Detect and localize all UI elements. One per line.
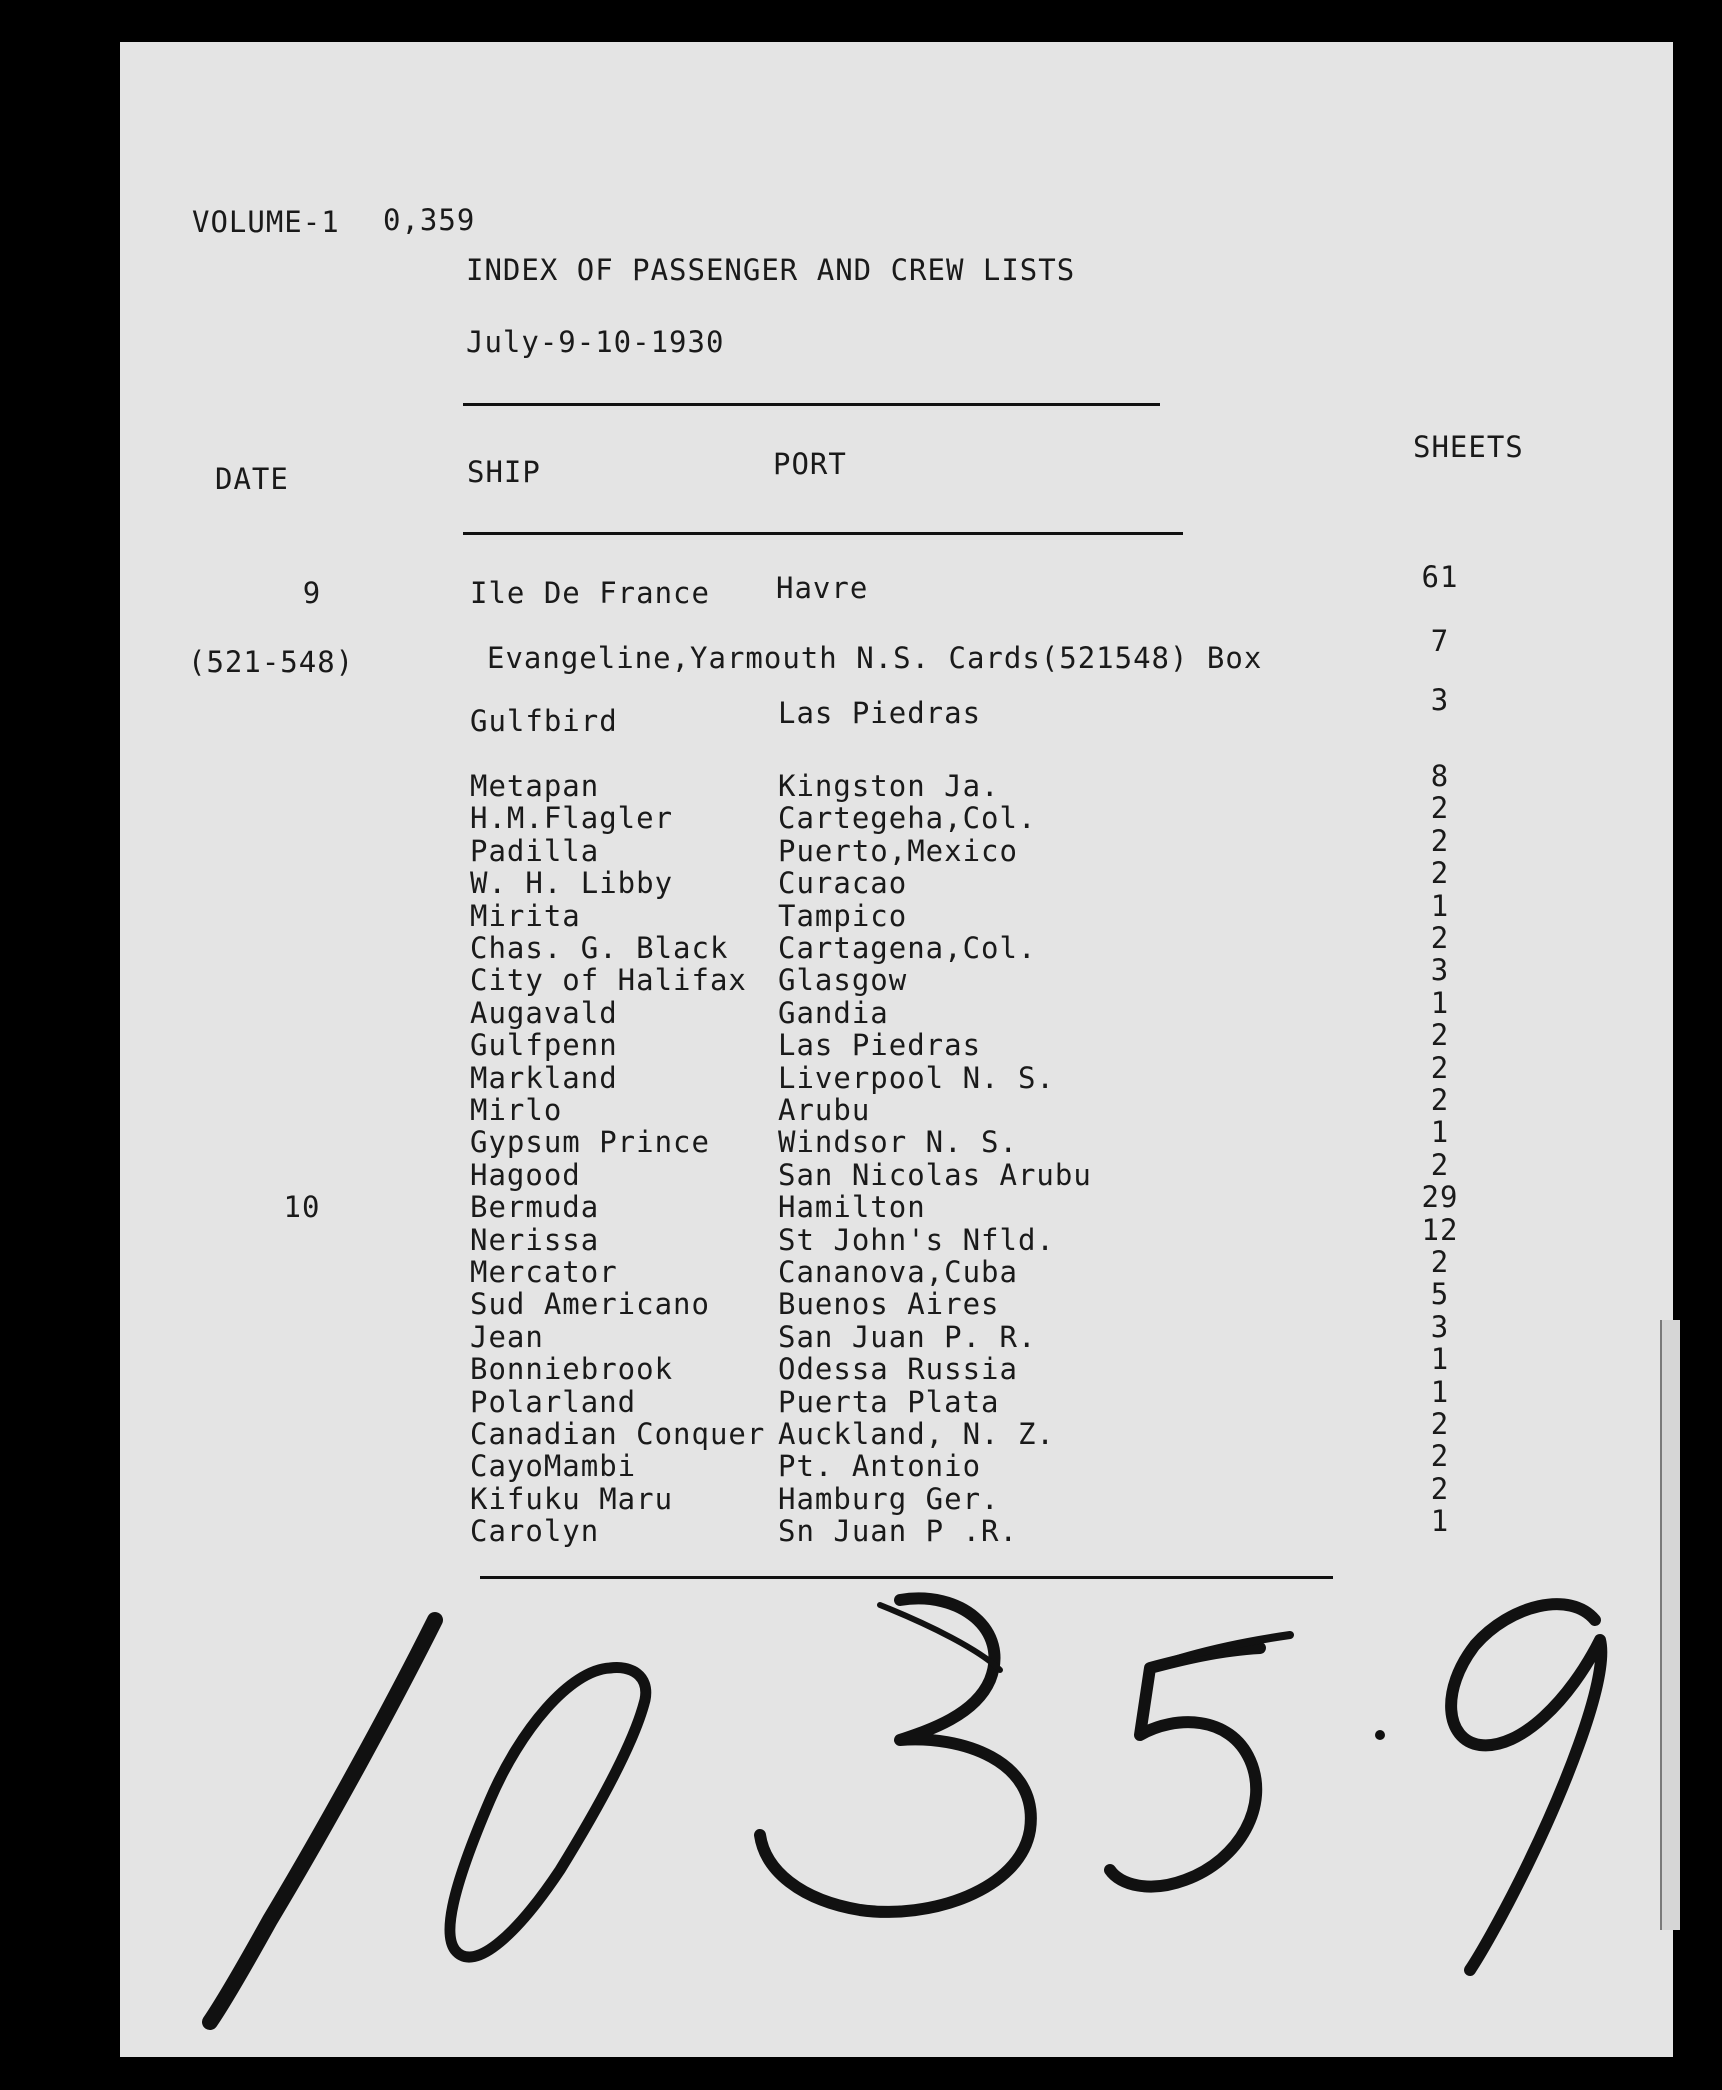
row-sheets: 7 (1430, 624, 1450, 658)
document-title: INDEX OF PASSENGER AND CREW LISTS (466, 253, 1076, 287)
row-ship: Ile De France (470, 576, 710, 610)
row-ship: Sud Americano (470, 1287, 710, 1322)
row-port: Las Piedras (778, 1028, 982, 1063)
footer-rule (480, 1576, 1333, 1579)
row-port: Gandia (778, 995, 889, 1030)
row-port: Sn Juan P .R. (778, 1514, 1018, 1549)
row-sheets: 2 (1430, 1018, 1450, 1053)
row-ship: Carolyn (470, 1514, 600, 1549)
row-ship: Jean (470, 1319, 544, 1354)
row-ship: Padilla (470, 833, 600, 868)
row-sheets: 2 (1430, 1083, 1450, 1117)
volume-number: 0,359 (383, 203, 476, 237)
row-port: Glasgow (778, 963, 908, 998)
row-port: Puerto,Mexico (778, 833, 1018, 868)
row-sheets: 3 (1430, 683, 1450, 717)
row-ship: Chas. G. Black (470, 931, 729, 965)
table-row (0, 560, 1722, 610)
row-sheets: 2 (1430, 1407, 1450, 1441)
row-port: Cartagena,Col. (778, 931, 1037, 965)
row-sheets: 2 (1430, 1050, 1450, 1085)
row-port: Havre (776, 571, 869, 605)
row-ship: Gulfbird (470, 704, 618, 738)
row-sheets: 2 (1430, 791, 1450, 826)
row-ship: Metapan (470, 769, 600, 803)
row-date: 9 (302, 576, 322, 610)
row-port: Tampico (778, 898, 908, 933)
row-ship: City of Halifax (470, 963, 747, 998)
document-dates: July-9-10-1930 (466, 325, 725, 359)
header-rule-top (463, 403, 1160, 406)
row-port: Cartegeha,Col. (778, 801, 1037, 836)
row-sheets: 8 (1430, 759, 1450, 793)
row-sheets: 1 (1430, 1374, 1450, 1409)
row-ship: Bermuda (470, 1190, 600, 1225)
row-ship: Polarland (470, 1384, 637, 1419)
row-sheets: 2 (1430, 1245, 1450, 1279)
row-sheets: 1 (1430, 985, 1450, 1020)
row-ship: Nerissa (470, 1222, 600, 1257)
row-sheets: 2 (1430, 921, 1450, 955)
column-sheets: SHEETS (1413, 430, 1524, 464)
row-port: Pt. Antonio (778, 1449, 982, 1484)
row-sheets: 12 (1421, 1212, 1459, 1247)
row-sheets: 2 (1430, 856, 1450, 891)
row-port: Puerta Plata (778, 1384, 1000, 1419)
row-ship: Mirita (470, 898, 581, 933)
row-port: Windsor N. S. (778, 1125, 1018, 1160)
row-sheets: 3 (1430, 1309, 1450, 1344)
volume-label: VOLUME-1 (192, 205, 340, 239)
row-port: Kingston Ja. (778, 769, 1000, 803)
row-sheets: 3 (1430, 953, 1450, 988)
column-ship: SHIP (467, 455, 541, 489)
row-port: San Juan P. R. (778, 1319, 1037, 1354)
column-port: PORT (773, 447, 847, 481)
row-port: Buenos Aires (778, 1287, 1000, 1322)
row-port: Arubu (778, 1093, 871, 1127)
row-sheets: 29 (1421, 1180, 1459, 1215)
row-port: Odessa Russia (778, 1352, 1018, 1387)
row-ship-port: Evangeline,Yarmouth N.S. Cards(521548) Box (487, 641, 1263, 675)
row-sheets: 1 (1430, 1504, 1450, 1539)
row-ship: H.M.Flagler (470, 801, 674, 836)
row-ship: Bonniebrook (470, 1352, 674, 1387)
row-date: 10 (283, 1190, 321, 1225)
row-sheets: 5 (1430, 1277, 1450, 1312)
header-rule-bottom (463, 532, 1183, 535)
row-sheets: 1 (1430, 1115, 1450, 1150)
row-ship: Gypsum Prince (470, 1125, 710, 1160)
row-ship: W. H. Libby (470, 866, 674, 901)
row-sheets: 2 (1430, 823, 1450, 858)
row-ship: Augavald (470, 995, 618, 1030)
row-ship: Gulfpenn (470, 1028, 618, 1063)
table-row (0, 1504, 1722, 1549)
row-ship: CayoMambi (470, 1449, 637, 1484)
row-sheets: 1 (1430, 888, 1450, 923)
row-ship: Hagood (470, 1157, 581, 1192)
row-sheets: 2 (1430, 1471, 1450, 1506)
row-port: Las Piedras (778, 696, 982, 730)
row-port: Hamilton (778, 1190, 926, 1225)
column-date: DATE (215, 462, 289, 496)
row-ship: Mirlo (470, 1093, 563, 1127)
row-ship: Kifuku Maru (470, 1481, 674, 1516)
row-port: Hamburg Ger. (778, 1481, 1000, 1516)
row-port: Auckland, N. Z. (778, 1417, 1055, 1451)
row-sheets: 2 (1430, 1147, 1450, 1182)
row-port: Curacao (778, 866, 908, 901)
row-date-range: (521-548) (188, 645, 355, 679)
row-ship: Markland (470, 1060, 618, 1095)
table-row (0, 683, 1722, 738)
row-port: Liverpool N. S. (778, 1060, 1055, 1095)
row-port: Cananova,Cuba (778, 1255, 1018, 1289)
row-port: St John's Nfld. (778, 1222, 1055, 1257)
row-sheets: 2 (1430, 1439, 1450, 1474)
row-ship: Mercator (470, 1255, 618, 1289)
row-ship: Canadian Conquer (470, 1417, 766, 1451)
table-row-evangeline (0, 624, 1722, 679)
row-sheets: 61 (1421, 560, 1459, 594)
row-port: San Nicolas Arubu (778, 1157, 1092, 1192)
row-sheets: 1 (1430, 1342, 1450, 1377)
